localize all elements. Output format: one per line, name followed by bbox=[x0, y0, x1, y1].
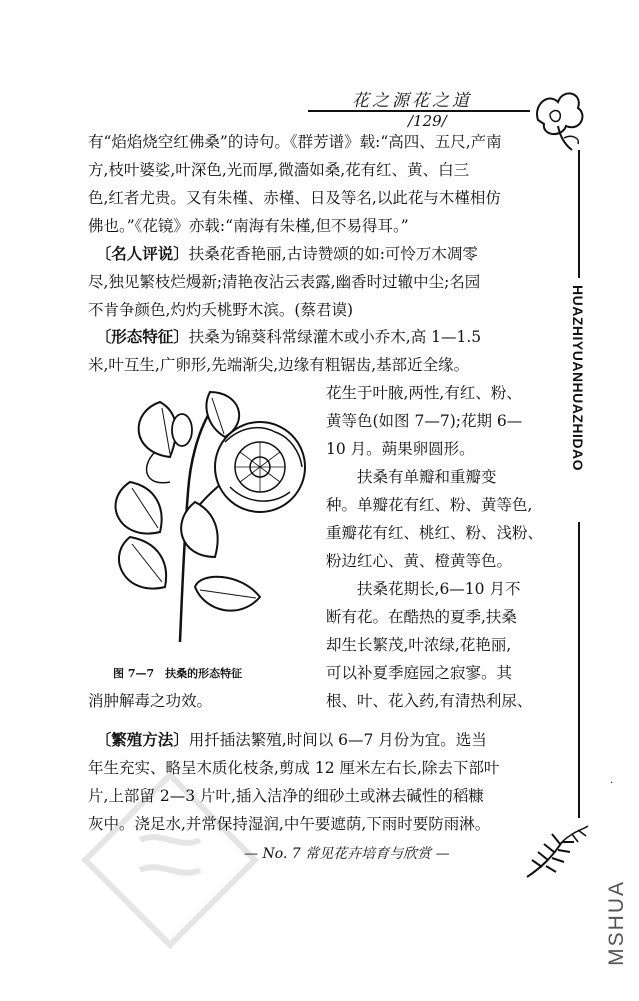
text-span: 扶桑花期长,6—10 月不 bbox=[357, 580, 521, 598]
text-line: 却生长繁茂,叶浓绿,花艳丽, bbox=[326, 636, 512, 654]
flower-ornament-icon bbox=[528, 80, 588, 152]
text-line: 消肿解毒之功效。 bbox=[88, 692, 213, 710]
text-line: 可以补夏季庭园之寂寥。其 bbox=[326, 664, 513, 682]
hibiscus-illustration bbox=[100, 372, 315, 652]
text-line: 黄等色(如图 7—7);花期 6— bbox=[326, 412, 523, 430]
section-heading: 〔繁殖方法〕 bbox=[103, 730, 189, 749]
text-line bbox=[326, 575, 532, 603]
text-line: 有“焰焰烧空红佛桑”的诗句。《群芳谱》载:“高四、五尺,产南 bbox=[88, 133, 502, 151]
text-line: 种。单瓣花有红、粉、黄等色, bbox=[326, 496, 533, 514]
stray-dot: · bbox=[610, 778, 614, 789]
figure-caption: 图 7—7 扶桑的形态特征 bbox=[113, 667, 243, 680]
text-line bbox=[88, 726, 499, 754]
text-line: 花生于叶腋,两性,有红、粉、 bbox=[326, 384, 522, 402]
paragraph-medicinal bbox=[88, 687, 212, 715]
text-line: 片,上部留 2—3 片叶,插入洁净的细砂土或淋去碱性的稻糠 bbox=[88, 787, 484, 805]
section-heading: 〔名人评说〕 bbox=[103, 244, 189, 263]
text-line: 10 月。蒴果卵圆形。 bbox=[326, 440, 475, 458]
paragraph-intro bbox=[88, 128, 502, 240]
side-rule-bottom bbox=[578, 522, 580, 818]
paragraph-flowering bbox=[326, 575, 532, 715]
text-line: 断有花。在酷热的夏季,扶桑 bbox=[326, 608, 517, 626]
text-line: 重瓣花有红、桃红、粉、浅粉、 bbox=[326, 524, 544, 542]
text-span: 扶桑为锦葵科常绿灌木或小乔木,高 1—1.5 bbox=[188, 328, 482, 346]
margin-watermark-text: MSHUA bbox=[605, 880, 628, 966]
paragraph-famous-comments bbox=[88, 240, 480, 324]
text-span: 用扦插法繁殖,时间以 6—7 月份为宜。选当 bbox=[188, 731, 487, 749]
paragraph-varieties bbox=[326, 463, 543, 575]
section-heading: 〔形态特征〕 bbox=[103, 327, 189, 346]
text-line bbox=[326, 463, 543, 491]
text-line: 佛也。”《花镜》亦载:“南海有朱槿,但不易得耳。” bbox=[88, 217, 409, 235]
text-line: 粉边红心、黄、橙黄等色。 bbox=[326, 552, 513, 570]
text-line: 方,枝叶婆娑,叶深色,光而厚,微濇如桑,花有红、黄、白三 bbox=[88, 161, 470, 179]
text-line bbox=[88, 240, 480, 268]
side-romanized-title: HUAZHIYUANHUAZHIDAO bbox=[570, 285, 586, 472]
running-header-title: 花之源花之道 bbox=[352, 91, 472, 111]
paragraph-morphology-cont bbox=[326, 379, 522, 463]
side-rule-top bbox=[578, 150, 580, 278]
text-line bbox=[88, 323, 481, 351]
running-footer: — No. 7 常见花卉培育与欣赏 — bbox=[244, 846, 450, 862]
text-line: 年生充实、略呈木质化枝条,剪成 12 厘米左右长,除去下部叶 bbox=[88, 759, 500, 777]
text-span: 扶桑花香艳丽,古诗赞颂的如:可怜万木凋零 bbox=[188, 245, 478, 263]
page-number: /129/ bbox=[408, 112, 447, 130]
paragraph-morphology bbox=[88, 323, 481, 379]
faint-stamp-watermark bbox=[80, 770, 260, 950]
text-line: 根、叶、花入药,有清热利尿、 bbox=[326, 692, 533, 710]
text-line: 不肯争颜色,灼灼夭桃野木滨。(蔡君谟) bbox=[88, 301, 354, 319]
text-line: 灰中。浇足水,并常保持湿润,中午要遮荫,下雨时要防雨淋。 bbox=[88, 815, 491, 833]
text-line: 色,红者尤贵。又有朱槿、赤槿、日及等名,以此花与木槿相仿 bbox=[88, 189, 501, 207]
text-span: 扶桑有单瓣和重瓣变 bbox=[357, 468, 497, 486]
text-line: 米,叶互生,广卵形,先端渐尖,边缘有粗锯齿,基部近全缘。 bbox=[88, 356, 470, 374]
text-line: 尽,独见繁枝烂熳新;清艳夜沾云表露,幽香时过辙中尘;名园 bbox=[88, 273, 481, 291]
plant-ornament-icon bbox=[522, 822, 592, 882]
